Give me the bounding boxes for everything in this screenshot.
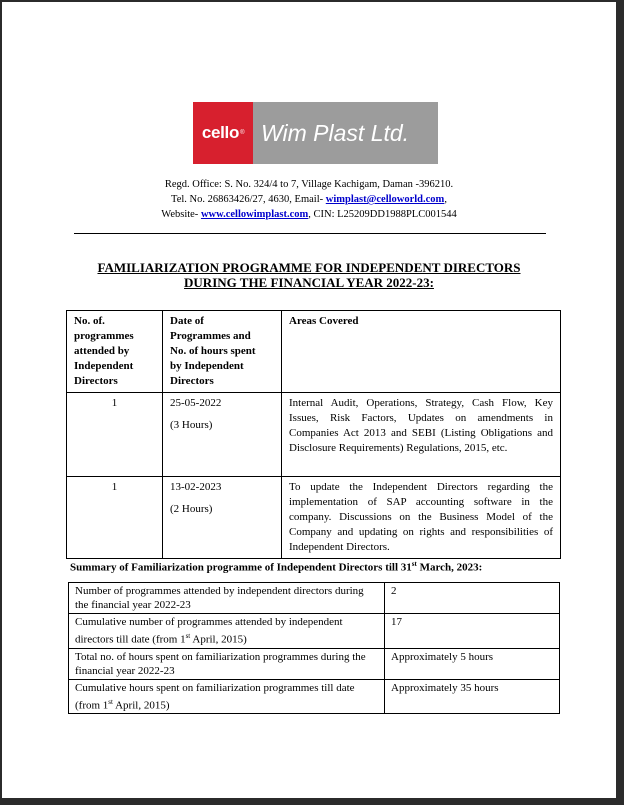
comma: , [444,194,447,205]
hours-text: (3 Hours) [170,419,213,431]
date-text: 25-05-2022 [170,397,222,409]
date-text: 13-02-2023 [170,481,222,493]
superscript: st [108,697,113,706]
label-text: Cumulative hours spent on familiarization programmes till date (from 1 [75,681,355,712]
summary-label [69,583,385,614]
summary-label [69,679,385,714]
summary-heading-text: Summary of Familiarization programme of Independent Directors till 31 [70,561,412,574]
label-text: Cumulative number of programmes attended by independent directors till date (from 1 [75,616,343,646]
superscript: st [411,560,417,568]
summary-heading-text: March, 2023: [416,561,483,574]
cello-logo-mark [193,102,253,164]
hours-text: (2 Hours) [170,503,213,515]
table-row [67,477,561,559]
row-areas: Internal Audit, Operations, Strategy, Cash Flow, Key Issues, Risk Factors, Updates on amendments in Companies Act 2013 and SEBI (Listing Obligations and Disclosure Requirements) Regulations, 2015, etc. [282,393,561,477]
row-date [163,477,282,559]
brand-name: cello [201,123,240,142]
website-link[interactable]: www.cellowimplast.com [200,209,309,220]
page-title-line-2: DURING THE FINANCIAL YEAR 2022-23: [184,275,434,290]
table-row [69,614,560,649]
header-text: Areas Covered [289,315,359,327]
table-row [69,583,560,614]
cin-text: , CIN: L25209DD1988PLC001544 [308,209,457,220]
row-date [163,393,282,477]
summary-label [69,648,385,679]
document-page [2,2,616,798]
label-text: Number of programmes attended by independent directors during the financial year 2022-23 [75,585,364,611]
header-count [67,311,163,393]
row-areas: To update the Independent Directors regarding the implementation of SAP accounting software in the company. Discussions on the Business Model of the Company and updating on rights and responsibilities of Independent Directors. [282,477,561,559]
address-line-3 [2,207,616,222]
header-date [163,311,282,393]
company-name: Wim Plast Ltd. [253,102,438,164]
header-text: Directors [74,375,118,387]
table-header-row [67,311,561,393]
header-text: programmes [74,330,134,342]
row-count: 1 [67,393,163,477]
email-link[interactable]: wimplast@celloworld.com [325,194,445,205]
trademark-symbol: ® [240,130,245,136]
summary-value: 17 [385,614,560,649]
programmes-table [66,310,561,559]
summary-table [68,582,560,714]
row-count: 1 [67,477,163,559]
summary-value: Approximately 5 hours [385,648,560,679]
company-logo [193,102,438,164]
page-title-line-1: FAMILIARIZATION PROGRAMME FOR INDEPENDENT DIRECTORS [97,260,521,275]
phone-text: Tel. No. 26863426/27, 4630, Email- [171,194,326,205]
header-areas [282,311,561,393]
summary-value: Approximately 35 hours [385,679,560,714]
label-text: April, 2015) [190,633,247,646]
header-text: by Independent [170,360,244,372]
address-line-1: Regd. Office: S. No. 324/4 to 7, Village Kachigam, Daman -396210. [164,179,454,190]
header-text: No. of hours spent [170,345,256,357]
header-text: Date of [170,315,204,327]
header-text: attended by [74,345,130,357]
header-divider [74,233,546,234]
summary-heading [70,560,482,574]
header-text: Directors [170,375,214,387]
summary-label [69,614,385,649]
table-row [67,393,561,477]
label-text: Total no. of hours spent on familiarization programmes during the financial year 2022-23 [75,650,366,677]
header-text: Programmes and [170,330,251,342]
superscript: st [185,632,191,640]
table-row [69,679,560,714]
label-text: April, 2015) [112,699,170,712]
website-prefix: Website- [161,209,201,220]
header-text: Independent [74,360,134,372]
table-row [69,648,560,679]
summary-value: 2 [385,583,560,614]
address-line-2 [2,192,616,207]
header-text: No. of. [74,315,105,327]
